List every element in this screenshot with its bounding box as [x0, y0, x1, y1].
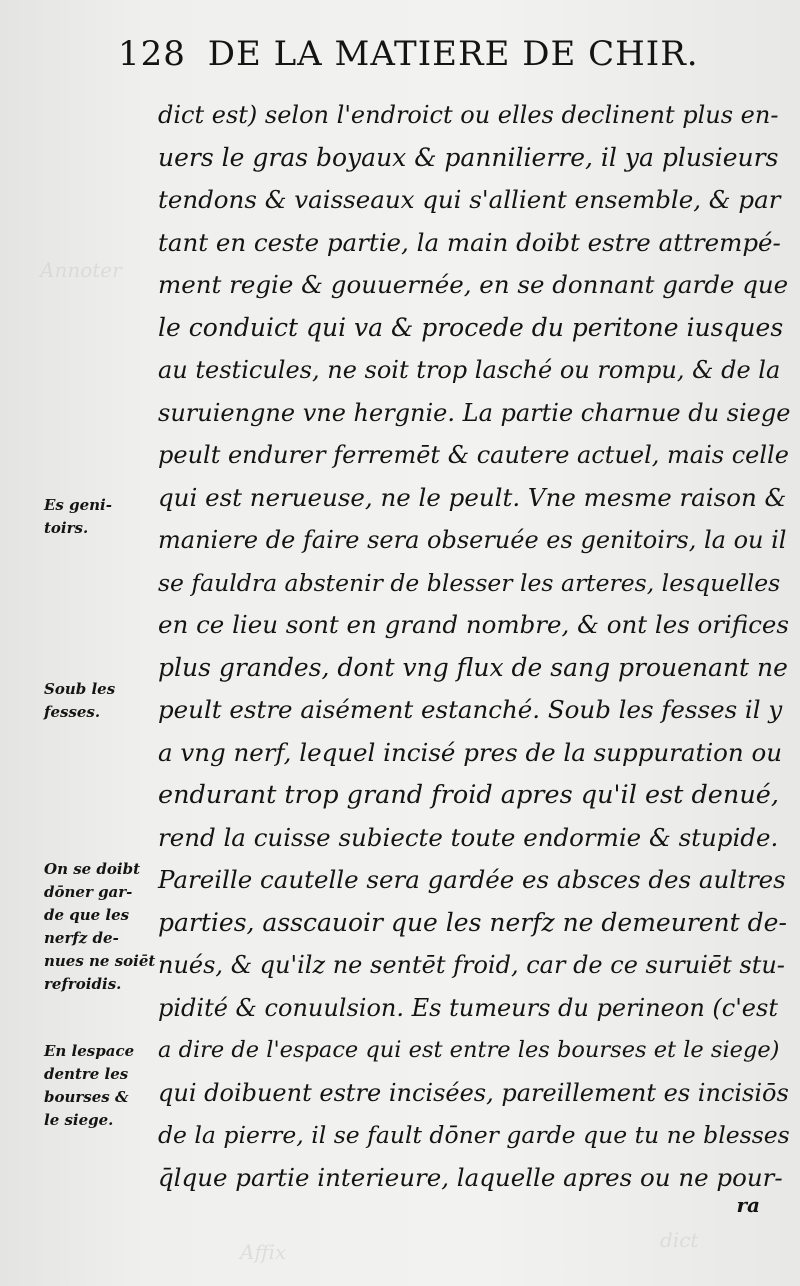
margin-note-line: refroidis.	[44, 975, 122, 993]
text-line: plus grandes, dont vng flux de sang prouenant ne	[158, 652, 788, 682]
text-line: peult estre aisément estanché. Soub les fesses il y	[158, 695, 783, 724]
margin-note	[44, 1040, 156, 1132]
text-line: de la pierre, il se fault dōner garde que tu ne blesses	[158, 1121, 790, 1149]
margin-note-line: nues ne soiēt	[44, 952, 156, 970]
text-line: pidité & conuulsion. Es tumeurs du perineon (c'est	[158, 993, 778, 1022]
catchword: ra	[736, 1193, 760, 1217]
margin-note-line: fesses.	[44, 703, 101, 721]
text-line: le conduict qui va & procede du peritone iusques	[158, 312, 784, 342]
margin-note-line: le siege.	[44, 1111, 114, 1129]
main-text-block	[158, 94, 790, 1199]
margin-note	[44, 494, 156, 540]
bleed-word: Affix	[240, 1240, 287, 1264]
margin-note-line: En lespace	[44, 1042, 135, 1060]
margin-note-line: dōner gar-	[44, 883, 133, 901]
margin-note-line: dentre les	[44, 1065, 129, 1083]
margin-note-line: Es geni-	[44, 496, 112, 514]
text-line: ment regie & gouuernée, en se donnant garde que	[158, 270, 789, 299]
text-line: rend la cuisse subiecte toute endormie & stupide.	[158, 822, 779, 852]
text-line: endurant trop grand froid apres qu'il est denué,	[158, 780, 779, 810]
margin-note-line: nerfz de-	[44, 929, 119, 947]
text-line: maniere de faire sera obseruée es genitoirs, la ou il	[158, 526, 787, 554]
text-line: qui doibuent estre incisées, pareillement es incisiōs	[158, 1078, 789, 1107]
running-title: DE LA MATIERE DE CHIR.	[207, 34, 699, 74]
text-line: Pareille cautelle sera gardée es absces des aultres	[158, 865, 786, 894]
margin-note-line: On se doibt	[44, 860, 141, 878]
text-line: tant en ceste partie, la main doibt estre attrempé-	[158, 227, 781, 257]
text-line: q̄lque partie interieure, laquelle apres ou ne pour-	[158, 1162, 783, 1192]
page-number: 128	[118, 34, 186, 74]
bleed-word: Annoter	[40, 258, 122, 282]
text-line: au testicules, ne soit trop lasché ou rompu, & de la	[158, 356, 781, 384]
margin-note-line: de que les	[44, 906, 130, 924]
text-line: se fauldra abstenir de blesser les arteres, lesquelles	[158, 568, 781, 597]
running-header	[118, 34, 778, 74]
text-line: suruiengne vne hergnie. La partie charnue du siege	[158, 398, 791, 427]
margin-note-line: bourses &	[44, 1088, 129, 1106]
text-line: a dire de l'espace qui est entre les bourses et le siege)	[158, 1037, 780, 1063]
text-line: a vng nerf, lequel incisé pres de la suppuration ou	[158, 737, 782, 767]
text-line: en ce lieu sont en grand nombre, & ont les orifices	[158, 610, 789, 639]
text-line: peult endurer ferremēt & cautere actuel, mais celle	[158, 441, 789, 469]
margin-note	[44, 678, 156, 724]
text-line: qui est nerueuse, ne le peult. Vne mesme raison &	[158, 482, 787, 512]
margin-note-line: toirs.	[44, 519, 89, 537]
margin-note-line: Soub les	[44, 680, 116, 698]
text-line: nués, & qu'ilz ne sentēt froid, car de ce suruiēt stu-	[158, 951, 785, 979]
text-line: parties, asscauoir que les nerfz ne demeurent de-	[158, 907, 787, 937]
text-line: uers le gras boyaux & pannilierre, il ya plusieurs	[158, 142, 779, 172]
text-line: tendons & vaisseaux qui s'allient ensemble, & par	[158, 185, 781, 214]
text-line: dict est) selon l'endroict ou elles declinent plus en-	[158, 101, 779, 129]
margin-note	[44, 858, 156, 996]
bleed-word: dict	[660, 1228, 699, 1252]
